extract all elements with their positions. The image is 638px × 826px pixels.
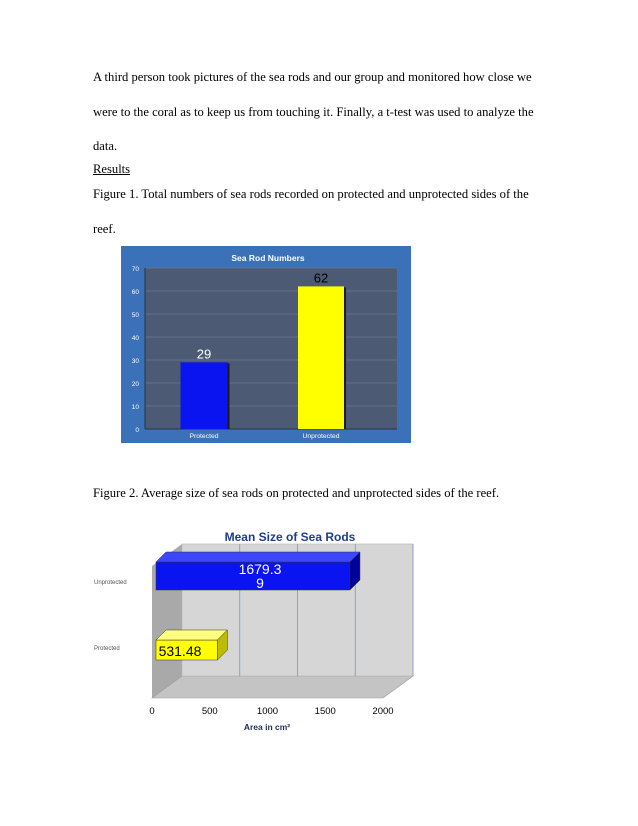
data-label: 1679.3	[238, 561, 282, 577]
sea-rod-numbers-chart	[121, 246, 411, 448]
y-tick-label: 70	[131, 266, 139, 273]
data-label: 9	[256, 575, 264, 591]
y-tick-label: Protected	[94, 646, 120, 652]
bar-top-face	[156, 630, 227, 640]
body-text-line-2: were to the coral as to keep us from touching it. Finally, a t-test was used to analyze the	[93, 105, 534, 119]
sea-rod-numbers-svg	[121, 246, 411, 443]
body-text-line-3: data.	[93, 139, 118, 153]
data-label: 62	[313, 270, 329, 286]
results-heading: Results	[93, 162, 131, 176]
data-label: 29	[196, 346, 212, 362]
y-tick-label: 10	[131, 404, 139, 411]
y-tick-label: 40	[131, 335, 139, 342]
y-tick-label: 0	[135, 427, 139, 434]
x-tick-label: 1500	[314, 706, 336, 717]
figure-2-caption: Figure 2. Average size of sea rods on protected and unprotected sides of the reef.	[93, 486, 500, 500]
y-tick-label: Unprotected	[94, 580, 127, 586]
x-tick-label: Protected	[189, 433, 219, 440]
data-label: 531.48	[158, 643, 202, 659]
chart-floor	[152, 676, 413, 698]
y-tick-label: 60	[131, 289, 139, 296]
y-tick-label: 20	[131, 381, 139, 388]
figure-1-caption-line-2: reef.	[93, 222, 116, 236]
x-tick-label: 1000	[256, 706, 279, 717]
x-tick-label: Unprotected	[302, 433, 340, 440]
x-tick-label: 500	[201, 706, 218, 717]
chart-title: Mean Size of Sea Rods	[224, 530, 356, 544]
y-tick-label: 30	[131, 358, 139, 365]
x-tick-label: 2000	[372, 706, 394, 717]
mean-size-chart	[90, 522, 420, 739]
bar-protected	[181, 362, 228, 429]
x-axis-title: Area in cm²	[243, 722, 291, 732]
figure-1-caption-line-1: Figure 1. Total numbers of sea rods recorded on protected and unprotected sides of the	[93, 187, 529, 201]
bar-unprotected	[298, 286, 344, 429]
chart-title: Sea Rod Numbers	[231, 253, 305, 263]
x-tick-label: 0	[149, 706, 155, 717]
mean-size-svg	[90, 522, 420, 734]
body-text-line-1: A third person took pictures of the sea rods and our group and monitored how close we	[93, 70, 532, 84]
y-tick-label: 50	[131, 312, 139, 319]
